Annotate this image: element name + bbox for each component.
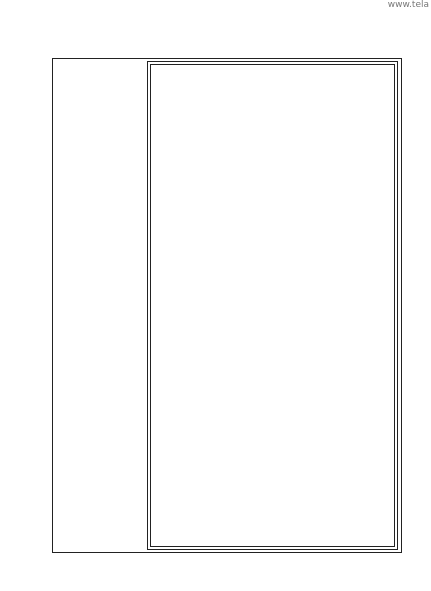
main-text-line — [157, 333, 388, 349]
main-text-line — [157, 530, 388, 546]
margin-note — [58, 72, 139, 83]
main-text-line — [157, 432, 388, 448]
main-text-line — [157, 235, 388, 251]
main-text-line — [157, 87, 388, 103]
main-text-line — [157, 137, 388, 153]
running-head — [190, 24, 370, 50]
main-text-line — [157, 186, 388, 202]
main-text-line — [157, 169, 388, 185]
margin-note — [58, 72, 139, 83]
main-text-line — [157, 317, 388, 333]
margin-note — [58, 72, 139, 83]
main-text-line — [157, 153, 388, 169]
main-text-line — [157, 104, 388, 120]
site-watermark: www.tela — [387, 0, 429, 10]
margin-note — [58, 64, 139, 70]
main-text-line — [157, 481, 388, 497]
margin-note — [58, 72, 139, 83]
main-text-line — [157, 366, 388, 382]
main-text-line — [157, 251, 388, 267]
margin-notes — [58, 64, 140, 547]
main-text-line — [157, 350, 388, 366]
main-text-line — [157, 464, 388, 480]
main-text-line — [157, 268, 388, 284]
main-text-line — [157, 300, 388, 316]
main-text-line — [157, 448, 388, 464]
main-text-line — [157, 202, 388, 218]
margin-note — [58, 72, 139, 83]
margin-note — [58, 72, 139, 83]
main-text-line — [157, 382, 388, 398]
main-text-block — [150, 64, 395, 547]
main-text-line — [157, 399, 388, 415]
main-text-line — [157, 120, 388, 136]
main-text-line — [157, 514, 388, 530]
margin-note — [58, 72, 139, 83]
main-text-line — [157, 497, 388, 513]
main-text-line — [157, 284, 388, 300]
main-text-line — [157, 219, 388, 235]
main-text-line — [157, 71, 388, 87]
main-text-line — [157, 415, 388, 431]
